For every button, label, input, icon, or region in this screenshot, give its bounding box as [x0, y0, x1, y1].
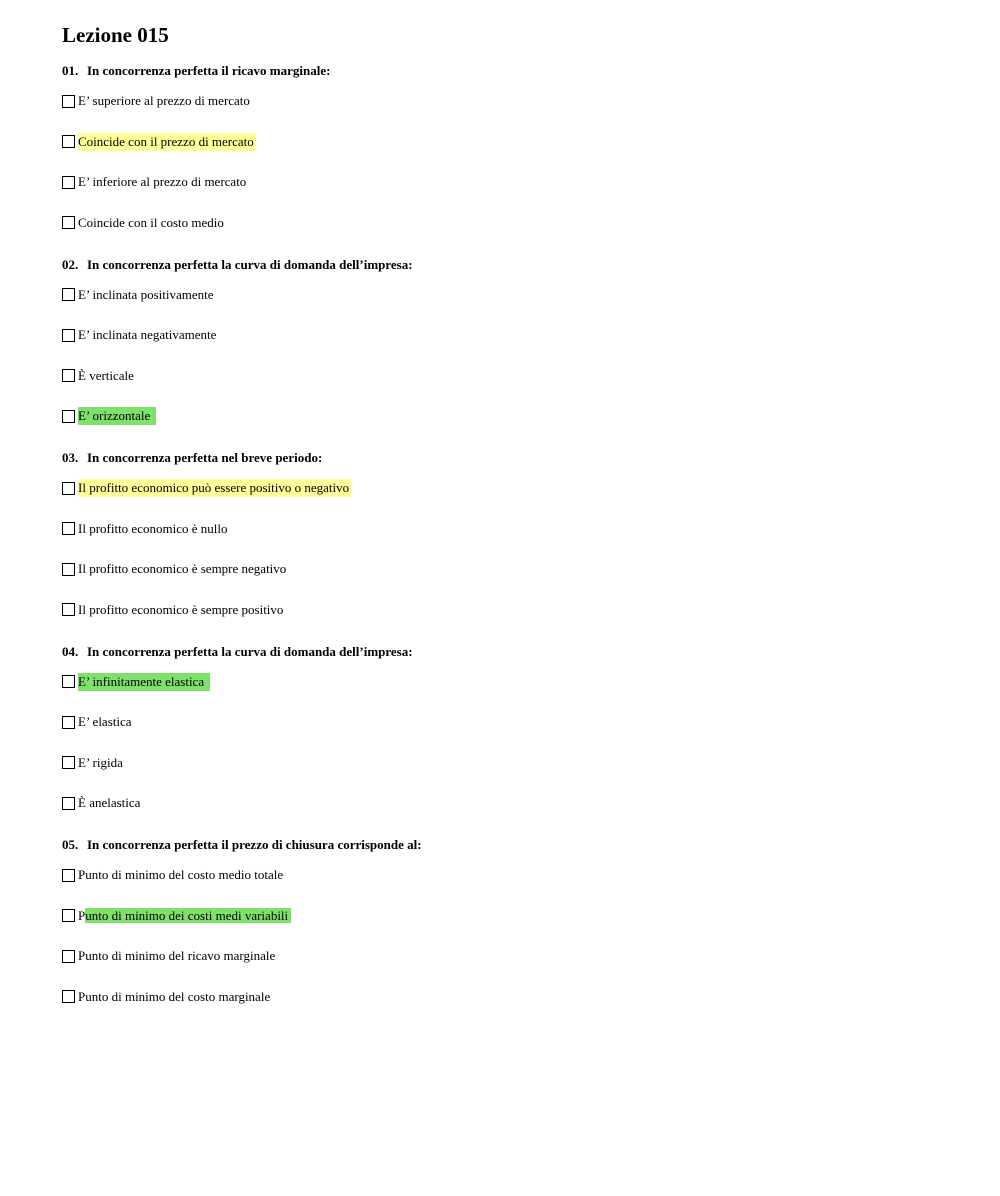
- option-label: Coincide con il costo medio: [78, 214, 224, 230]
- checkbox-icon[interactable]: [62, 288, 75, 301]
- answer-option[interactable]: [62, 988, 962, 1006]
- question-list: [62, 62, 962, 1006]
- answer-option[interactable]: [62, 520, 962, 538]
- option-label: È anelastica: [78, 795, 141, 810]
- checkbox-icon[interactable]: [62, 563, 75, 576]
- option-label: Punto di minimo del costo marginale: [78, 988, 271, 1004]
- answer-option[interactable]: [62, 866, 962, 884]
- answer-option[interactable]: [62, 92, 962, 110]
- question-number: 04.: [62, 643, 79, 659]
- answer-option[interactable]: [62, 214, 962, 232]
- option-label: E’ elastica: [78, 714, 132, 729]
- answer-option[interactable]: [62, 754, 962, 772]
- question-text: In concorrenza perfetta il ricavo marginale:: [87, 63, 331, 78]
- checkbox-icon[interactable]: [62, 675, 75, 688]
- answer-option[interactable]: [62, 713, 962, 731]
- checkbox-icon[interactable]: [62, 950, 75, 963]
- quiz-page: [62, 22, 962, 1006]
- question-2: [62, 256, 962, 426]
- checkbox-icon[interactable]: [62, 869, 75, 882]
- question-number: 02.: [62, 256, 79, 272]
- option-label: Punto di minimo dei costi medi variabili: [78, 907, 291, 925]
- question-text: In concorrenza perfetta la curva di domanda dell’impresa:: [87, 256, 413, 272]
- option-label: E’ inclinata positivamente: [78, 286, 214, 302]
- option-label: E’ infinitamente elastica: [78, 673, 210, 691]
- answer-option[interactable]: [62, 407, 962, 425]
- answer-option[interactable]: [62, 673, 962, 691]
- answer-option[interactable]: [62, 794, 962, 812]
- checkbox-icon[interactable]: [62, 135, 75, 148]
- answer-option[interactable]: [62, 326, 962, 344]
- checkbox-icon[interactable]: [62, 369, 75, 382]
- answer-option[interactable]: [62, 133, 962, 151]
- question-text: In concorrenza perfetta nel breve periodo:: [87, 450, 323, 465]
- option-label: Il profitto economico è sempre positivo: [78, 601, 284, 617]
- question-heading: [62, 836, 962, 854]
- checkbox-icon[interactable]: [62, 176, 75, 189]
- question-1: [62, 62, 962, 232]
- question-heading: [62, 449, 962, 467]
- answer-option[interactable]: [62, 286, 962, 304]
- answer-option[interactable]: [62, 601, 962, 619]
- answer-option[interactable]: [62, 560, 962, 578]
- answer-option[interactable]: [62, 947, 962, 965]
- checkbox-icon[interactable]: [62, 990, 75, 1003]
- checkbox-icon[interactable]: [62, 410, 75, 423]
- question-heading: [62, 256, 962, 274]
- answer-option[interactable]: [62, 173, 962, 191]
- question-number: 03.: [62, 450, 79, 465]
- question-text: In concorrenza perfetta il prezzo di chiusura corrisponde al:: [87, 837, 422, 852]
- checkbox-icon[interactable]: [62, 797, 75, 810]
- question-number: 05.: [62, 837, 79, 852]
- option-label: E’ superiore al prezzo di mercato: [78, 93, 250, 108]
- answer-option[interactable]: [62, 907, 962, 925]
- checkbox-icon[interactable]: [62, 716, 75, 729]
- option-label: Il profitto economico è sempre negativo: [78, 561, 287, 576]
- question-number: 01.: [62, 63, 79, 78]
- answer-option[interactable]: [62, 479, 962, 497]
- option-label: Coincide con il prezzo di mercato: [78, 133, 254, 149]
- checkbox-icon[interactable]: [62, 329, 75, 342]
- option-label: E’ inferiore al prezzo di mercato: [78, 174, 247, 189]
- question-text: In concorrenza perfetta la curva di domanda dell’impresa:: [87, 643, 413, 659]
- option-label: Punto di minimo del costo medio totale: [78, 867, 284, 882]
- option-label: È verticale: [78, 367, 134, 383]
- checkbox-icon[interactable]: [62, 216, 75, 229]
- option-label: E’ orizzontale: [78, 407, 156, 425]
- checkbox-icon[interactable]: [62, 522, 75, 535]
- question-heading: [62, 62, 962, 80]
- checkbox-icon[interactable]: [62, 603, 75, 616]
- answer-option[interactable]: [62, 367, 962, 385]
- question-3: [62, 449, 962, 619]
- option-label: E’ rigida: [78, 754, 123, 770]
- page-title: Lezione 015: [62, 23, 169, 47]
- option-label: Punto di minimo del ricavo marginale: [78, 948, 276, 963]
- checkbox-icon[interactable]: [62, 756, 75, 769]
- checkbox-icon[interactable]: [62, 482, 75, 495]
- question-4: [62, 643, 962, 813]
- option-label: Il profitto economico è nullo: [78, 520, 228, 536]
- option-label: E’ inclinata negativamente: [78, 327, 217, 342]
- checkbox-icon[interactable]: [62, 95, 75, 108]
- checkbox-icon[interactable]: [62, 909, 75, 922]
- question-5: [62, 836, 962, 1006]
- option-label: Il profitto economico può essere positivo o negativo: [78, 480, 350, 495]
- question-heading: [62, 643, 962, 661]
